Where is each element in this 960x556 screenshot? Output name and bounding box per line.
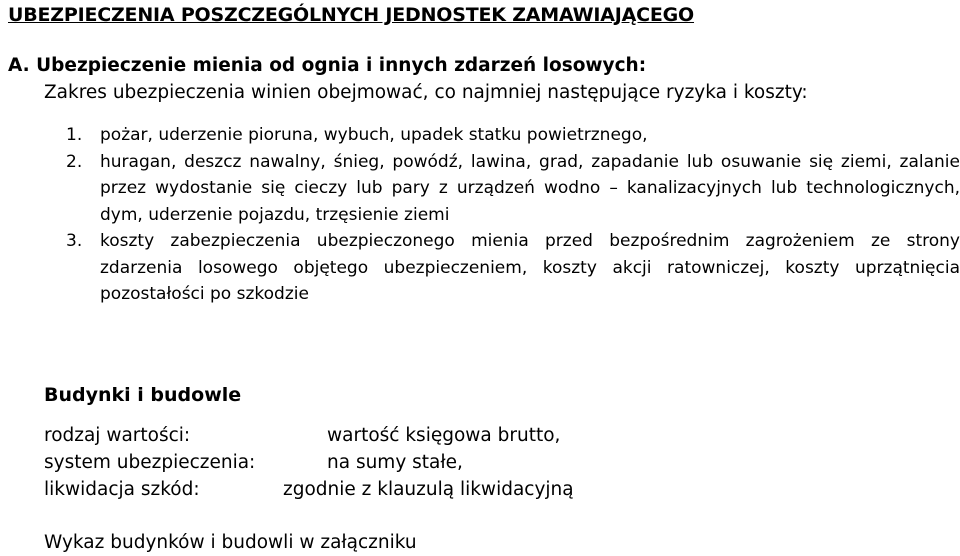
param-label: likwidacja szkód: bbox=[44, 479, 200, 500]
param-value: wartość księgowa brutto, bbox=[327, 425, 561, 446]
section-a-intro: Zakres ubezpieczenia winien obejmować, co najmniej następujące ryzyka i koszty: bbox=[44, 82, 808, 103]
param-value: zgodnie z klauzulą likwidacyjną bbox=[283, 479, 574, 500]
risk-item bbox=[60, 122, 960, 149]
risk-list bbox=[60, 122, 960, 308]
risk-text: koszty zabezpieczenia ubezpieczonego mienia przed bezpośrednim zagrożeniem ze strony zdarzenia losowego objętego ubezpieczeniem, koszty akcji ratowniczej, koszty uprzątnięcia pozostałości po szkodzie bbox=[100, 231, 960, 304]
param-value: na sumy stałe, bbox=[327, 452, 463, 473]
risk-item bbox=[60, 149, 960, 229]
risk-item bbox=[60, 228, 960, 308]
risk-number: 2. bbox=[66, 151, 83, 172]
buildings-list-note: Wykaz budynków i budowli w załączniku bbox=[44, 532, 417, 553]
risk-number: 1. bbox=[66, 125, 83, 145]
document-title: UBEZPIECZENIA POSZCZEGÓLNYCH JEDNOSTEK ZAMAWIAJĄCEGO bbox=[8, 4, 695, 26]
param-label: system ubezpieczenia: bbox=[44, 452, 256, 473]
risk-number: 3. bbox=[66, 231, 83, 251]
risk-text: pożar, uderzenie pioruna, wybuch, upadek statku powietrznego, bbox=[100, 125, 648, 145]
risk-text: huragan, deszcz nawalny, śnieg, powódź, lawina, grad, zapadanie lub osuwanie się ziemi, zalanie przez wydostanie się cieczy lub pary z urządzeń wodno – kanalizacyjnych lub technologicznych, dym, uderzenie pojazdu, trzęsienie ziemi bbox=[100, 151, 960, 225]
section-a-heading: A. Ubezpieczenie mienia od ognia i innych zdarzeń losowych: bbox=[8, 55, 647, 76]
param-label: rodzaj wartości: bbox=[44, 425, 191, 446]
buildings-heading: Budynki i budowle bbox=[44, 384, 242, 406]
